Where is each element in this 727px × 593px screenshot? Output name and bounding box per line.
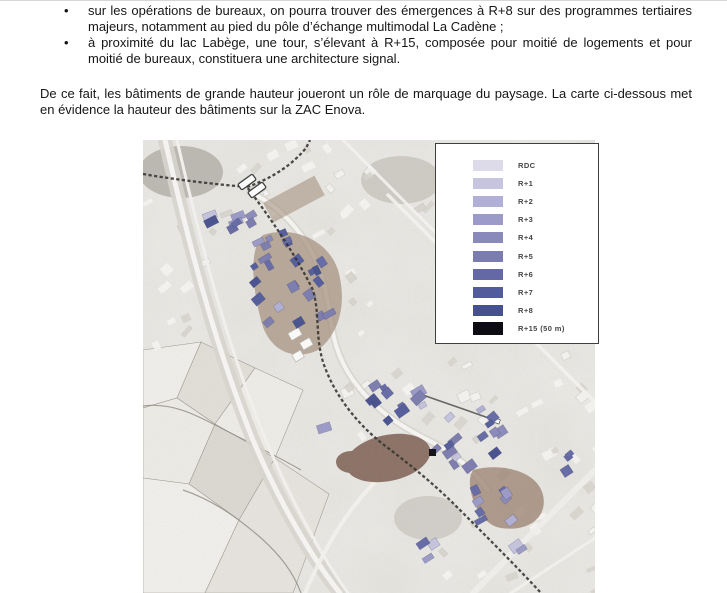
legend-label: R+4 (518, 233, 534, 243)
legend-label: RDC (518, 160, 536, 170)
legend-swatch (473, 322, 503, 335)
legend-row (473, 247, 598, 265)
legend-label: R+6 (518, 269, 534, 279)
legend-row (473, 229, 598, 247)
legend-swatch (473, 305, 503, 316)
legend-row (473, 156, 598, 174)
legend-label: R+5 (518, 251, 534, 261)
page-top-rule (0, 0, 727, 1)
legend-swatch (473, 269, 503, 280)
map-legend (435, 143, 599, 344)
legend-row (473, 265, 598, 283)
legend-label: R+8 (518, 306, 534, 316)
legend-label: R+1 (518, 178, 534, 188)
legend-label: R+3 (518, 215, 534, 225)
bullet-item: • à proximité du lac Labège, une tour, s’élevant à R+15, composée pour moitié de logements et pour moitié de bureaux, constituera une architecture signal. (62, 35, 692, 67)
legend-row (473, 302, 598, 320)
legend-row (473, 320, 598, 338)
legend-row (473, 174, 598, 192)
legend-swatch (473, 287, 503, 298)
bullet-item: • sur les opérations de bureaux, on pourra trouver des émergences à R+8 sur des programmes tertiaires majeurs, notamment au pied du pôle d’échange multimodal La Cadène ; (62, 3, 692, 35)
legend-row (473, 283, 598, 301)
legend-label: R+2 (518, 196, 534, 206)
legend-rows (473, 156, 598, 338)
legend-swatch (473, 196, 503, 207)
legend-swatch (473, 178, 503, 189)
legend-row (473, 211, 598, 229)
legend-label: R+15 (50 m) (518, 324, 565, 334)
legend-label: R+7 (518, 287, 534, 297)
legend-swatch (473, 214, 503, 225)
legend-row (473, 192, 598, 210)
body-paragraph: De ce fait, les bâtiments de grande hauteur joueront un rôle de marquage du paysage. La carte ci-dessous met en évidence la hauteur des bâtiments sur la ZAC Enova. (40, 86, 692, 117)
legend-swatch (473, 160, 503, 171)
legend-swatch (473, 251, 503, 262)
bullet-list (62, 3, 692, 67)
legend-swatch (473, 232, 503, 243)
